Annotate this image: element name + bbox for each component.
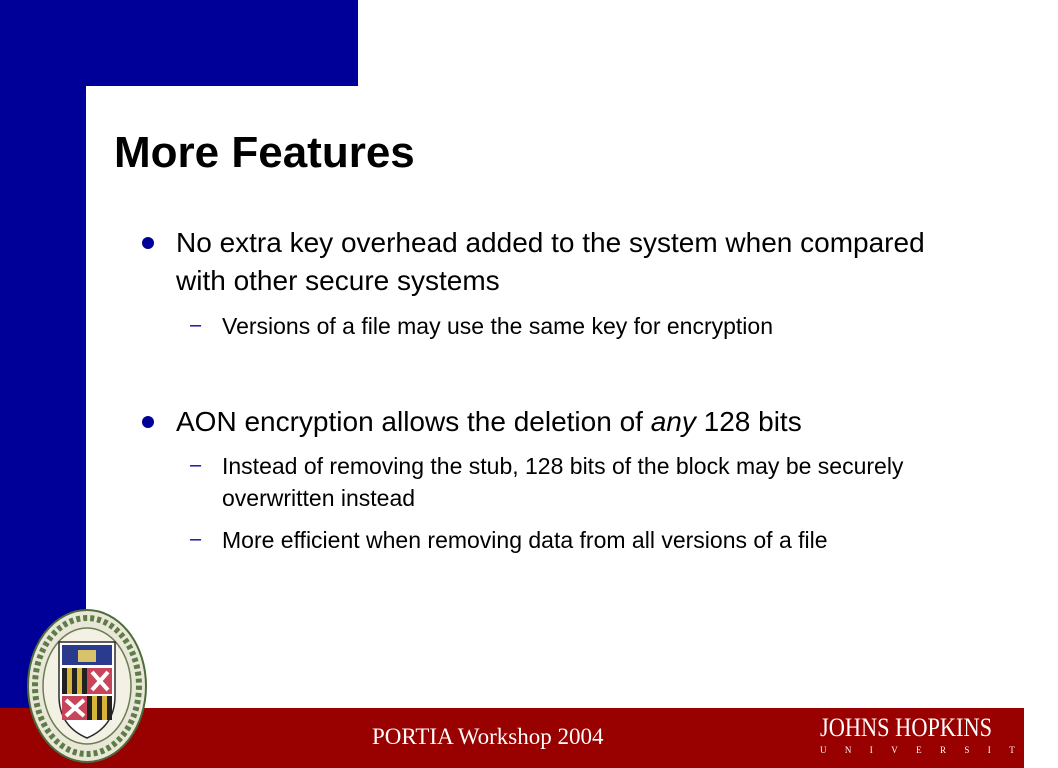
bullet-2-text-end: 128 bits bbox=[695, 406, 802, 437]
bullet-1-text: No extra key overhead added to the system when compared with other secure systems bbox=[176, 227, 925, 296]
dash-icon: – bbox=[190, 528, 202, 550]
bullet-2-sub-2: More efficient when removing data from all versions of a file bbox=[222, 527, 828, 553]
jhu-logo-subtitle: UNIVERSITY bbox=[820, 745, 1058, 755]
bullet-2-emphasis: any bbox=[650, 406, 696, 437]
top-blue-band bbox=[0, 0, 358, 86]
slide-title: More Features bbox=[114, 128, 415, 177]
bullet-2-text-start: AON encryption allows the deletion of bbox=[176, 406, 651, 437]
bullet-1-sub-1: Versions of a file may use the same key for encryption bbox=[222, 313, 773, 339]
university-seal-icon bbox=[26, 608, 148, 764]
bullet-dot-icon bbox=[142, 237, 154, 249]
dash-icon: – bbox=[190, 454, 202, 476]
dash-icon: – bbox=[190, 314, 202, 336]
bullet-2-sub-1: Instead of removing the stub, 128 bits of the block may be securely overwritten instead bbox=[222, 453, 904, 511]
bullet-2-text bbox=[176, 403, 966, 441]
footer-text: PORTIA Workshop 2004 bbox=[372, 724, 604, 749]
jhu-logo-name: JOHNS HOPKINS bbox=[820, 713, 993, 742]
bullet-dot-icon bbox=[142, 416, 154, 428]
